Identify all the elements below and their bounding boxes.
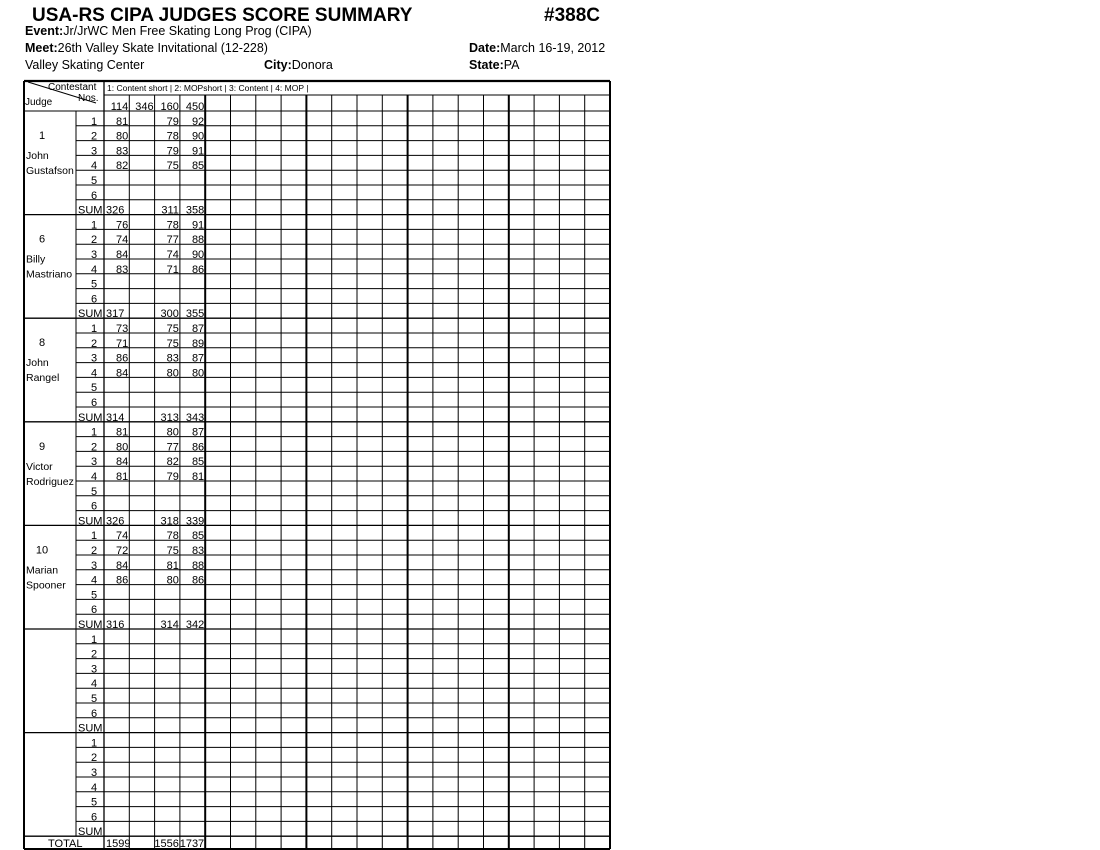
- score-cell: 79: [166, 471, 179, 483]
- score-cell: 85: [191, 530, 205, 543]
- score-cell: 81: [116, 426, 129, 439]
- score-row-label: 1: [90, 530, 98, 543]
- score-cell: 83: [116, 145, 129, 158]
- sum-cell: 358: [185, 204, 205, 217]
- score-row-label: 4: [90, 367, 98, 380]
- total-cell: 1599: [106, 838, 131, 850]
- score-row-label: 4: [90, 263, 98, 276]
- score-row-label: 1: [90, 115, 98, 128]
- contestant-number: 160: [160, 101, 179, 113]
- meet-label: Meet:: [25, 41, 58, 55]
- score-row-label: 5: [90, 278, 98, 291]
- total-cell: 1737: [179, 838, 205, 850]
- judge-number: 8: [38, 337, 46, 350]
- score-row-label: 6: [90, 604, 98, 617]
- sum-cell: 313: [160, 411, 179, 424]
- score-cell: 71: [116, 337, 129, 350]
- score-cell: 82: [166, 456, 179, 469]
- score-row-label: 6: [90, 811, 98, 824]
- score-cell: 89: [191, 337, 205, 350]
- meet-value: 26th Valley Skate Invitational (12-228): [57, 41, 268, 55]
- sum-cell: 314: [160, 619, 179, 631]
- score-row-label: 4: [90, 574, 98, 587]
- sum-label: SUM: [78, 308, 103, 321]
- venue-name: Valley Skating Center: [25, 58, 145, 72]
- score-cell: 84: [116, 559, 129, 572]
- score-cell: 78: [166, 219, 179, 232]
- sum-label: SUM: [78, 204, 103, 217]
- score-row-label: 1: [90, 633, 98, 646]
- form-title: USA-RS CIPA JUDGES SCORE SUMMARY: [32, 5, 413, 26]
- total-label: TOTAL: [48, 838, 83, 850]
- score-cell: 80: [116, 130, 129, 143]
- score-row-label: 2: [90, 337, 98, 350]
- score-cell: 81: [191, 471, 205, 483]
- score-cell: 81: [116, 471, 129, 483]
- judge-number: 10: [35, 544, 49, 557]
- sum-cell: 314: [106, 411, 125, 424]
- sum-cell: 355: [185, 308, 205, 321]
- score-cell: 91: [191, 219, 205, 232]
- score-cell: 80: [191, 367, 205, 380]
- score-cell: 77: [166, 234, 179, 247]
- event-label: Event:: [25, 24, 64, 38]
- score-row-label: 5: [90, 693, 98, 705]
- score-row-label: 2: [90, 545, 98, 557]
- city-label: City:: [264, 58, 292, 72]
- score-row-label: 4: [90, 160, 98, 173]
- score-row-label: 6: [90, 397, 98, 409]
- sum-label: SUM: [78, 411, 103, 424]
- date-label: Date:: [469, 41, 501, 55]
- score-row-label: 3: [90, 352, 98, 365]
- score-row-label: 3: [90, 456, 98, 469]
- sum-label: SUM: [78, 722, 103, 735]
- contestant-number: 114: [110, 101, 129, 113]
- sum-cell: 300: [160, 308, 179, 321]
- score-cell: 86: [191, 263, 205, 276]
- score-cell: 90: [191, 130, 205, 143]
- corner-nos-label: Nos.: [78, 93, 99, 104]
- score-row-label: 2: [90, 234, 98, 247]
- judge-last-name: Gustafson: [26, 165, 74, 177]
- score-cell: 88: [191, 234, 205, 247]
- score-cell: 86: [191, 441, 205, 454]
- score-row-label: 2: [90, 752, 98, 765]
- city-value: Donora: [291, 58, 333, 72]
- score-cell: 75: [166, 323, 179, 335]
- score-cell: 90: [191, 249, 205, 261]
- sum-cell: 316: [106, 619, 125, 631]
- score-row-label: 3: [90, 249, 98, 261]
- score-cell: 80: [166, 574, 179, 587]
- judge-number: 9: [38, 440, 46, 453]
- sum-cell: 339: [185, 515, 205, 528]
- score-cell: 83: [116, 263, 129, 276]
- score-row-label: 1: [90, 219, 98, 232]
- score-cell: 78: [166, 130, 179, 143]
- sum-cell: 317: [106, 308, 125, 321]
- score-cell: 82: [116, 160, 129, 173]
- score-row-label: 3: [90, 663, 98, 676]
- judge-last-name: Rodriguez: [26, 475, 74, 488]
- score-row-label: 6: [90, 500, 98, 513]
- score-cell: 79: [166, 145, 179, 158]
- score-cell: 87: [191, 323, 205, 335]
- sum-cell: 318: [160, 515, 179, 528]
- score-cell: 72: [116, 545, 129, 557]
- judge-number: 6: [38, 233, 46, 246]
- score-cell: 80: [166, 367, 179, 380]
- score-row-label: 5: [90, 175, 98, 187]
- score-row-label: 2: [90, 130, 98, 143]
- sum-cell: 326: [106, 515, 125, 528]
- judge-first-name: John: [26, 150, 49, 162]
- corner-judge-label: Judge: [25, 97, 53, 108]
- judge-first-name: Billy: [26, 253, 46, 266]
- score-cell: 86: [191, 574, 205, 587]
- sum-label: SUM: [78, 826, 103, 839]
- score-row-label: 3: [90, 145, 98, 158]
- score-cell: 84: [116, 249, 129, 261]
- contestant-number: 450: [185, 101, 205, 113]
- sum-cell: 311: [161, 204, 179, 217]
- form-number: #388C: [544, 5, 600, 26]
- date-value: March 16-19, 2012: [500, 41, 606, 55]
- judge-number: 1: [38, 130, 46, 142]
- score-row-label: 4: [90, 678, 98, 691]
- score-row-label: 5: [90, 589, 98, 602]
- judge-last-name: Spooner: [26, 579, 66, 592]
- score-cell: 81: [166, 559, 179, 572]
- score-cell: 92: [191, 115, 205, 128]
- state-label: State:: [469, 58, 504, 72]
- score-row-label: 1: [90, 426, 98, 439]
- score-cell: 73: [116, 323, 129, 335]
- score-cell: 88: [191, 559, 205, 572]
- score-cell: 86: [116, 352, 129, 365]
- score-row-label: 6: [90, 189, 98, 202]
- score-cell: 75: [166, 160, 179, 173]
- score-row-label: 5: [90, 382, 98, 395]
- judge-last-name: Rangel: [26, 372, 60, 385]
- judge-first-name: John: [26, 357, 49, 370]
- score-row-label: 6: [90, 293, 98, 306]
- score-cell: 79: [166, 115, 179, 128]
- score-row-label: 5: [90, 796, 98, 809]
- score-cell: 75: [166, 337, 179, 350]
- score-cell: 87: [191, 352, 205, 365]
- sum-cell: 326: [106, 204, 125, 217]
- event-value: Jr/JrWC Men Free Skating Long Prog (CIPA): [63, 24, 312, 38]
- score-cell: 83: [166, 352, 179, 365]
- score-cell: 86: [116, 574, 129, 587]
- sum-label: SUM: [78, 619, 103, 631]
- score-cell: 74: [166, 249, 179, 261]
- score-legend: 1: Content short | 2: MOPshort | 3: Content | 4: MOP |: [107, 83, 309, 93]
- score-cell: 74: [116, 530, 129, 543]
- total-cell: 1556: [154, 838, 179, 850]
- score-row-label: 5: [90, 485, 98, 498]
- score-cell: 76: [116, 219, 129, 232]
- score-row-label: 2: [90, 441, 98, 454]
- score-cell: 87: [191, 426, 205, 439]
- score-row-label: 3: [90, 767, 98, 779]
- score-row-label: 6: [90, 707, 98, 720]
- score-cell: 80: [166, 426, 179, 439]
- judge-first-name: Victor: [26, 460, 53, 473]
- score-row-label: 3: [90, 559, 98, 572]
- score-row-label: 1: [90, 737, 98, 750]
- score-cell: 83: [191, 545, 205, 557]
- sum-label: SUM: [78, 515, 103, 528]
- contestant-number: 346: [135, 101, 154, 113]
- score-cell: 77: [166, 441, 179, 454]
- corner-contestant-label: Contestant: [48, 82, 97, 93]
- judge-first-name: Marian: [26, 564, 59, 577]
- score-cell: 75: [166, 545, 179, 557]
- score-cell: 85: [191, 456, 205, 469]
- state-value: PA: [503, 58, 520, 72]
- score-cell: 84: [116, 456, 129, 469]
- sum-cell: 343: [185, 411, 205, 424]
- score-cell: 91: [191, 145, 205, 158]
- score-cell: 85: [191, 160, 205, 173]
- sum-cell: 342: [185, 619, 205, 631]
- score-cell: 78: [166, 530, 179, 543]
- judge-last-name: Mastriano: [26, 268, 73, 281]
- score-cell: 80: [116, 441, 129, 454]
- score-cell: 71: [166, 263, 179, 276]
- score-cell: 74: [116, 234, 129, 247]
- score-row-label: 1: [90, 323, 98, 335]
- score-row-label: 4: [90, 471, 98, 483]
- score-cell: 84: [116, 367, 129, 380]
- score-row-label: 2: [90, 648, 98, 661]
- score-cell: 81: [116, 115, 129, 128]
- score-row-label: 4: [90, 781, 98, 794]
